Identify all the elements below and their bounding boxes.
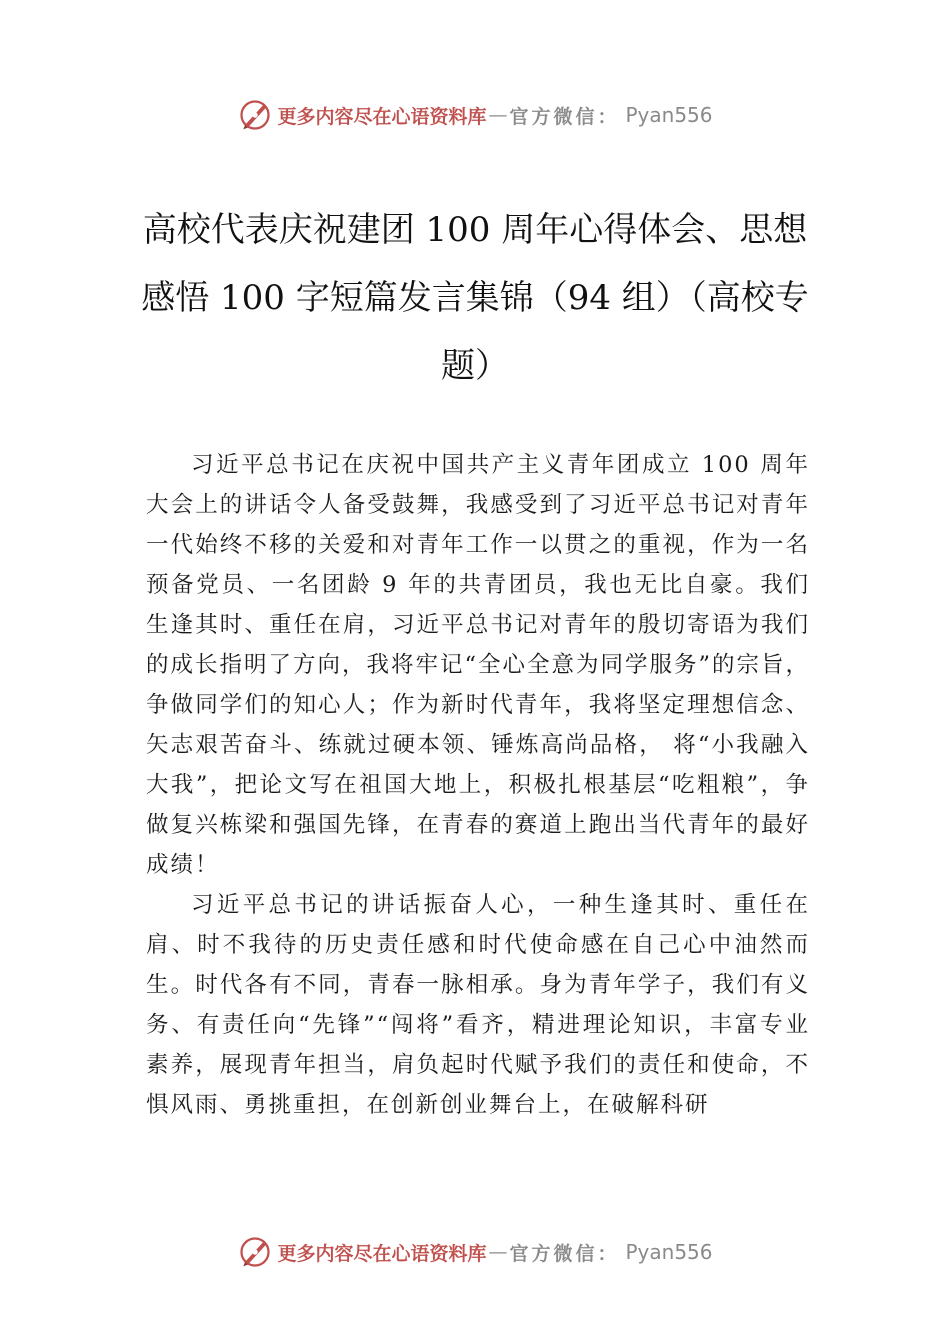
footer-wechat-id: Pyan556: [625, 1240, 713, 1264]
paragraph-2: 习近平总书记的讲话振奋人心，一种生逢其时、重任在肩、时不我待的历史责任感和时代使命感在自己心中油然而生。时代各有不同，青春一脉相承。身为青年学子，我们有义务、有责任向“先锋”“闯将”看齐，精进理论知识，丰富专业素养，展现青年担当，肩负起时代赋予我们的责任和使命，不惧风雨、勇挑重担，在创新创业舞台上，在破解科研: [146, 892, 810, 1118]
header-wechat-label: 官方微信：: [509, 105, 620, 128]
header-banner-text: 更多内容尽在心语资料库: [277, 105, 487, 128]
pen-logo-icon: [237, 1234, 273, 1270]
header-banner-separator: —: [488, 104, 508, 126]
document-body: [146, 445, 810, 1125]
footer-banner: [0, 1232, 950, 1272]
paragraph-1: 习近平总书记在庆祝中国共产主义青年团成立 100 周年大会上的讲话令人备受鼓舞，我感受到了习近平总书记对青年一代始终不移的关爱和对青年工作一以贯之的重视，作为一名预备党员、一名团龄 9 年的共青团员，我也无比自豪。我们生逢其时、重任在肩，习近平总书记对青年的殷切寄语为我们的成长指明了方向，我将牢记“全心全意为同学服务”的宗旨，争做同学们的知心人；作为新时代青年，我将坚定理想信念、矢志艰苦奋斗、练就过硬本领、锤炼高尚品格， 将“小我融入大我”，把论文写在祖国大地上，积极扎根基层“吃粗粮”，争做复兴栋梁和强国先锋，在青春的赛道上跑出当代青年的最好成绩！: [146, 452, 811, 878]
footer-wechat-label: 官方微信：: [509, 1242, 620, 1265]
pen-logo-icon: [237, 97, 273, 133]
document-title: 高校代表庆祝建团 100 周年心得体会、思想感悟 100 字短篇发言集锦（94 组）（高校专题）: [141, 210, 809, 386]
footer-banner-text: 更多内容尽在心语资料库: [277, 1242, 487, 1265]
header-banner: [0, 95, 950, 135]
header-wechat-id: Pyan556: [625, 103, 713, 127]
footer-banner-separator: —: [488, 1241, 508, 1263]
